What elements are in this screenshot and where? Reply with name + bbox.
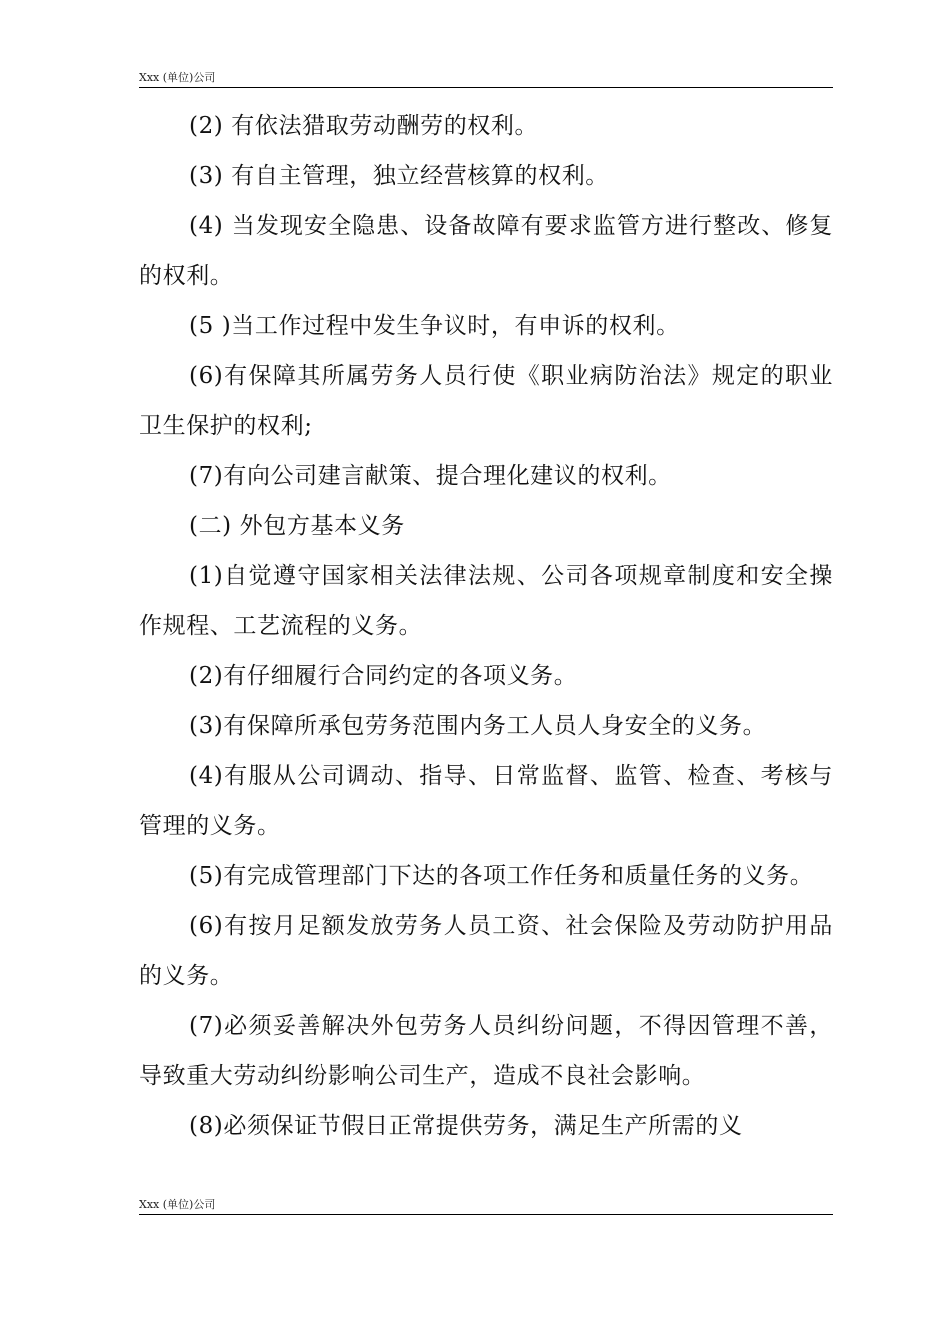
paragraph-right-3: (3) 有自主管理，独立经营核算的权利。 bbox=[189, 163, 609, 189]
section-heading-obligations: (二) 外包方基本义务 bbox=[189, 513, 405, 539]
footer-company-name: Xxx (单位)公司 bbox=[139, 1198, 216, 1211]
paragraph-right-2: (2) 有依法猎取劳动酬劳的权利。 bbox=[189, 113, 539, 139]
paragraph-right-5: (5 )当工作过程中发生争议时，有申诉的权利。 bbox=[189, 313, 680, 339]
paragraph-obligation-5: (5)有完成管理部门下达的各项工作任务和质量任务的义务。 bbox=[189, 863, 814, 889]
paragraph-right-6: (6)有保障其所属劳务人员行使《职业病防治法》规定的职业卫生保护的权利; bbox=[139, 363, 833, 439]
paragraph-right-7: (7)有向公司建言献策、提合理化建议的权利。 bbox=[189, 463, 672, 489]
page-header bbox=[139, 71, 833, 88]
document-body bbox=[139, 101, 833, 1151]
paragraph-obligation-7: (7)必须妥善解决外包劳务人员纠纷问题，不得因管理不善，导致重大劳动纠纷影响公司生产，造成不良社会影响。 bbox=[139, 1013, 833, 1089]
paragraph-obligation-8: (8)必须保证节假日正常提供劳务，满足生产所需的义 bbox=[189, 1113, 743, 1139]
paragraph-obligation-6: (6)有按月足额发放劳务人员工资、社会保险及劳动防护用品的义务。 bbox=[139, 913, 833, 989]
paragraph-obligation-2: (2)有仔细履行合同约定的各项义务。 bbox=[189, 663, 578, 689]
paragraph-obligation-3: (3)有保障所承包劳务范围内务工人员人身安全的义务。 bbox=[189, 713, 767, 739]
header-company-name: Xxx (单位)公司 bbox=[139, 71, 216, 84]
page-footer bbox=[139, 1198, 833, 1215]
paragraph-obligation-1: (1)自觉遵守国家相关法律法规、公司各项规章制度和安全操作规程、工艺流程的义务。 bbox=[139, 563, 833, 639]
paragraph-right-4: (4) 当发现安全隐患、设备故障有要求监管方进行整改、修复的权利。 bbox=[139, 213, 833, 289]
paragraph-obligation-4: (4)有服从公司调动、指导、日常监督、监管、检查、考核与管理的义务。 bbox=[139, 763, 833, 839]
